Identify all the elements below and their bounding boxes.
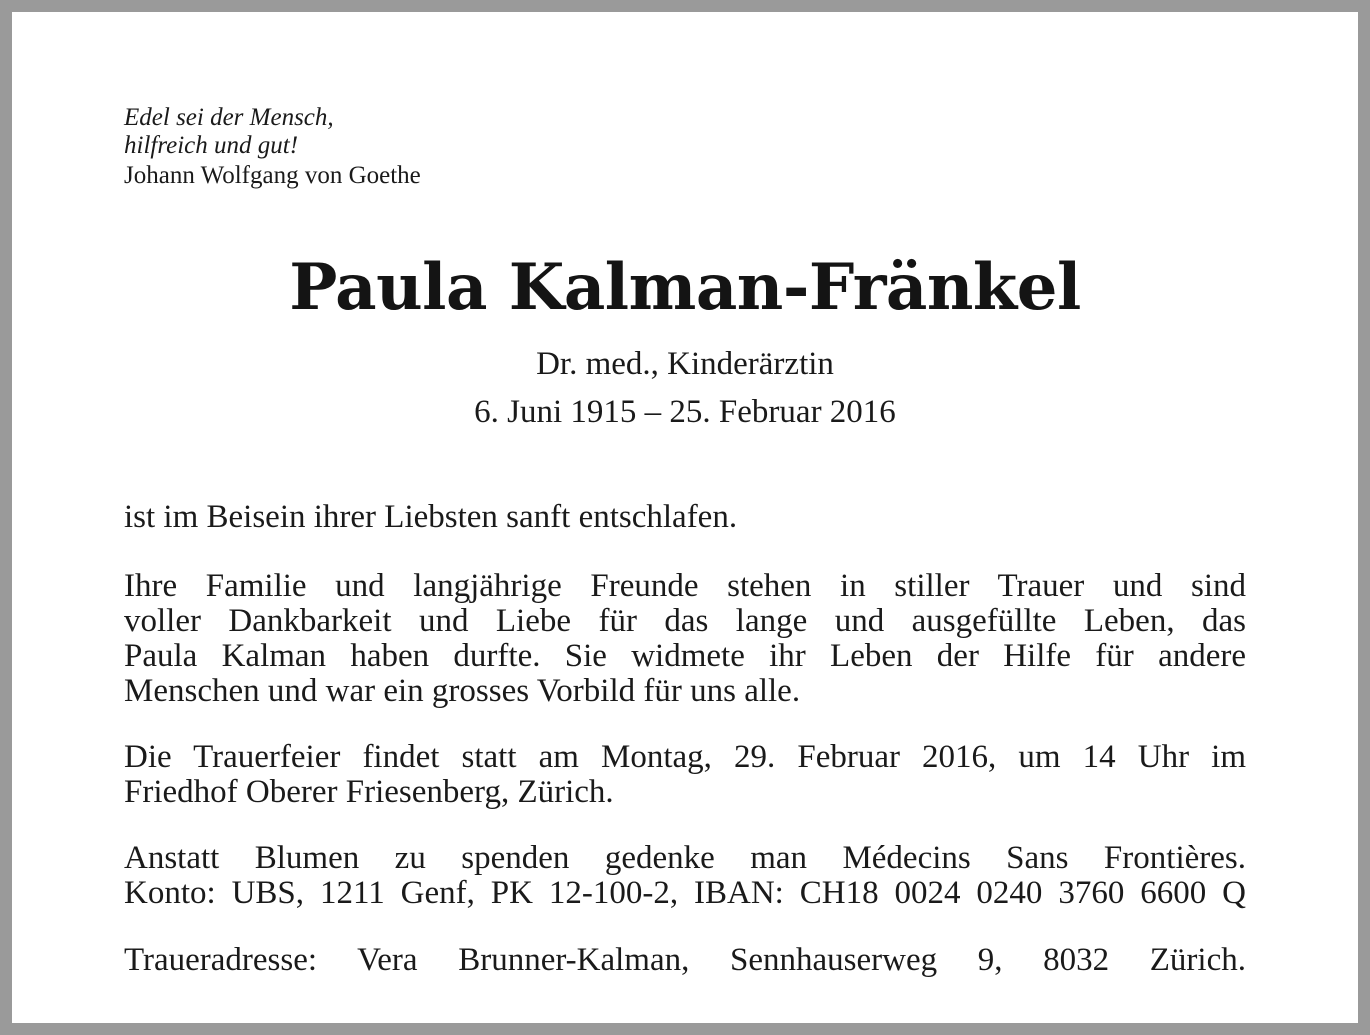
paragraph-line: Menschen und war ein grosses Vorbild für uns alle. xyxy=(124,673,801,709)
deceased-name: Paula Kalman-Fränkel xyxy=(289,250,1081,325)
goethe-quote xyxy=(124,104,421,190)
paragraph-line: Anstatt Blumen zu spenden gedenke man Médecins Sans Frontières. xyxy=(124,840,1246,876)
paragraph-line: Paula Kalman haben durfte. Sie widmete ihr Leben der Hilfe für andere xyxy=(124,638,1246,674)
paragraph-family-tribute xyxy=(124,569,1246,709)
paragraph-passing xyxy=(124,500,1246,535)
paragraph-line: Traueradresse: Vera Brunner-Kalman, Sennhauserweg 9, 8032 Zürich. xyxy=(124,942,1246,978)
paragraph-funeral xyxy=(124,740,1246,810)
quote-line-1: Edel sei der Mensch, xyxy=(124,104,334,131)
paragraph-line: ist im Beisein ihrer Liebsten sanft entschlafen. xyxy=(124,499,738,535)
deceased-title: Dr. med., Kinderärztin xyxy=(536,346,834,382)
paragraph-line: Ihre Familie und langjährige Freunde stehen in stiller Trauer und sind xyxy=(124,568,1246,604)
paragraph-line: Die Trauerfeier findet statt am Montag, 29. Februar 2016, um 14 Uhr im xyxy=(124,739,1246,775)
paragraph-line: voller Dankbarkeit und Liebe für das lange und ausgefüllte Leben, das xyxy=(124,603,1246,639)
quote-author: Johann Wolfgang von Goethe xyxy=(124,162,421,189)
paragraph-donation xyxy=(124,841,1246,911)
paragraph-line: Friedhof Oberer Friesenberg, Zürich. xyxy=(124,774,614,810)
quote-line-2: hilfreich und gut! xyxy=(124,132,299,159)
paragraph-line: Konto: UBS, 1211 Genf, PK 12-100-2, IBAN: CH18 0024 0240 3760 6600 Q xyxy=(124,875,1246,911)
paragraph-mourning-address xyxy=(124,943,1246,978)
life-dates: 6. Juni 1915 – 25. Februar 2016 xyxy=(474,394,896,430)
